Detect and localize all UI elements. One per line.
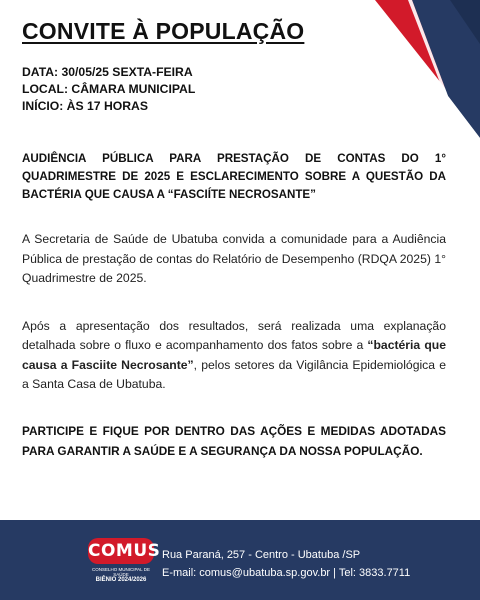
event-location: LOCAL: CÂMARA MUNICIPAL <box>22 82 196 96</box>
event-date: DATA: 30/05/25 SEXTA-FEIRA <box>22 65 193 79</box>
logo-bienio: BIÊNIO 2024/2026 <box>95 577 147 583</box>
details-text-start: Após a apresentação dos resultados, será realizada uma explanação detalhada sobre o fluxo e acompanhamento dos fatos sobre a <box>22 318 446 352</box>
bacteria-emphasis: “bactéria que causa a Fasciite Necrosante” <box>22 338 446 372</box>
main-content <box>22 150 446 472</box>
event-start-time: INÍCIO: ÀS 17 HORAS <box>22 99 148 113</box>
comus-logo <box>86 532 161 594</box>
page-title: CONVITE À POPULAÇÃO <box>22 18 305 44</box>
footer-address: Rua Paraná, 257 - Centro - Ubatuba /SP <box>162 549 361 561</box>
logo-wordmark: COMUS <box>88 538 154 564</box>
contact-info <box>162 546 410 582</box>
announcement-heading: AUDIÊNCIA PÚBLICA PARA PRESTAÇÃO DE CONTAS DO 1° QUADRIMESTRE DE 2025 E ESCLARECIMENTO SOBRE A QUESTÃO DA BACTÉRIA QUE CAUSA A “FASCIÍTE NECROSANTE” <box>22 152 446 201</box>
details-paragraph <box>22 317 446 395</box>
call-to-action: PARTICIPE E FIQUE POR DENTRO DAS AÇÕES E MEDIDAS ADOTADAS PARA GARANTIR A SAÚDE E A SEGURANÇA DA NOSSA POPULAÇÃO. <box>22 423 446 458</box>
intro-paragraph: A Secretaria de Saúde de Ubatuba convida a comunidade para a Audiência Pública de prestação de contas do Relatório de Desempenho (RDQA 2025) 1° Quadrimestre de 2025. <box>22 232 446 285</box>
logo-subtitle: CONSELHO MUNICIPAL DE SAÚDE <box>91 567 150 577</box>
footer-bar <box>0 520 480 600</box>
footer-contact: E-mail: comus@ubatuba.sp.gov.br | Tel: 3833.7711 <box>162 567 411 579</box>
details-text-end: , pelos setores da Vigilância Epidemiológica e a Santa Casa de Ubatuba. <box>22 357 446 391</box>
event-info <box>22 64 195 115</box>
